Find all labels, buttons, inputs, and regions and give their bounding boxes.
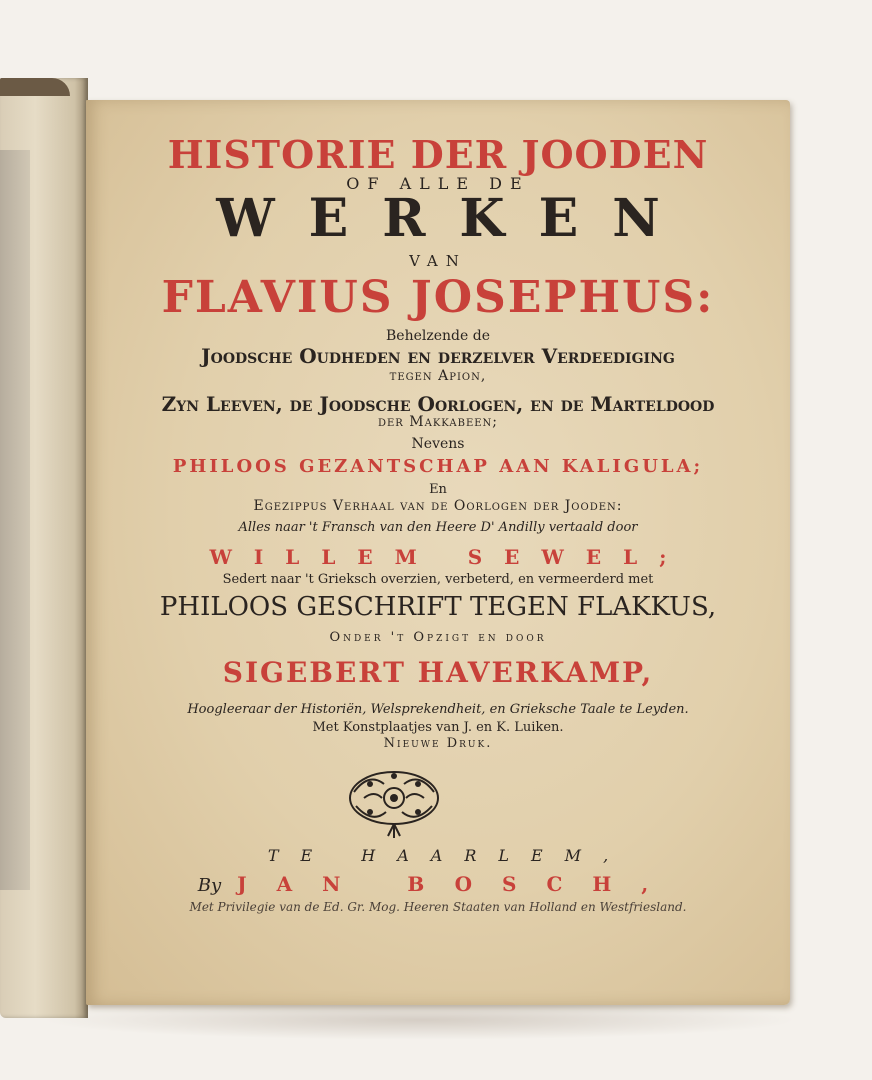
hegesippus-line: Egezippus Verhaal van de Oorlogen der Jooden: <box>253 498 623 514</box>
subtitle-of-alle-de: OF ALLE DE <box>346 174 530 193</box>
edition-line: Nieuwe Druk. <box>383 736 493 751</box>
author-name: FLAVIUS JOSEPHUS: <box>161 272 715 323</box>
privilege-line: Met Privilegie van de Ed. Gr. Mog. Heeren Staaten van Holland en Westfriesland. <box>189 900 687 914</box>
contents-line-maccabees: der Makkabeen; <box>377 414 499 430</box>
contents-line-antiquities: Joodsche Oudheden en derzelver Verdeediging <box>201 344 675 368</box>
philo-flaccus: PHILOOS GESCHRIFT TEGEN FLAKKUS, <box>159 592 717 622</box>
revision-note: Sedert naar 't Grieksch overzien, verbeterd, en vermeerderd met <box>222 572 654 587</box>
contents-line-apion: tegen Apion, <box>389 368 487 384</box>
editor-title: Hoogleeraar der Historiën, Welsprekendheit, en Grieksche Taale te Leyden. <box>187 702 689 717</box>
place-of-publication: TE HAARLEM, <box>267 846 631 865</box>
publisher-name: JAN BOSCH, <box>237 872 679 896</box>
editor-intro: Onder 't Opzigt en door <box>329 630 547 645</box>
facing-plate-edge <box>0 150 30 890</box>
translation-credit: Alles naar 't Fransch van den Heere D' Andilly vertaald door <box>238 520 638 535</box>
illustrators-line: Met Konstplaatjes van J. en K. Luiken. <box>312 720 564 735</box>
table-shadow <box>40 1000 800 1040</box>
title-page <box>86 100 790 1005</box>
nevens: Nevens <box>411 436 465 452</box>
book-spine-top <box>0 78 70 96</box>
publisher-by: By <box>197 875 222 896</box>
publisher-line <box>86 872 790 896</box>
editor-name: SIGEBERT HAVERKAMP, <box>222 656 654 689</box>
behelzende-de: Behelzende de <box>386 328 490 344</box>
title-van: VAN <box>409 252 467 270</box>
printers-ornament-icon <box>344 762 444 840</box>
main-title: HISTORIE DER JOODEN <box>167 132 709 177</box>
en: En <box>429 482 447 497</box>
title-werken: WERKEN <box>216 188 694 249</box>
translator-name: WILLEM SEWEL; <box>209 545 689 569</box>
philo-embassy: PHILOOS GEZANTSCHAP AAN KALIGULA; <box>172 456 704 477</box>
contents-line-life-wars: Zyn Leeven, de Joodsche Oorlogen, en de Marteldood <box>161 392 715 416</box>
